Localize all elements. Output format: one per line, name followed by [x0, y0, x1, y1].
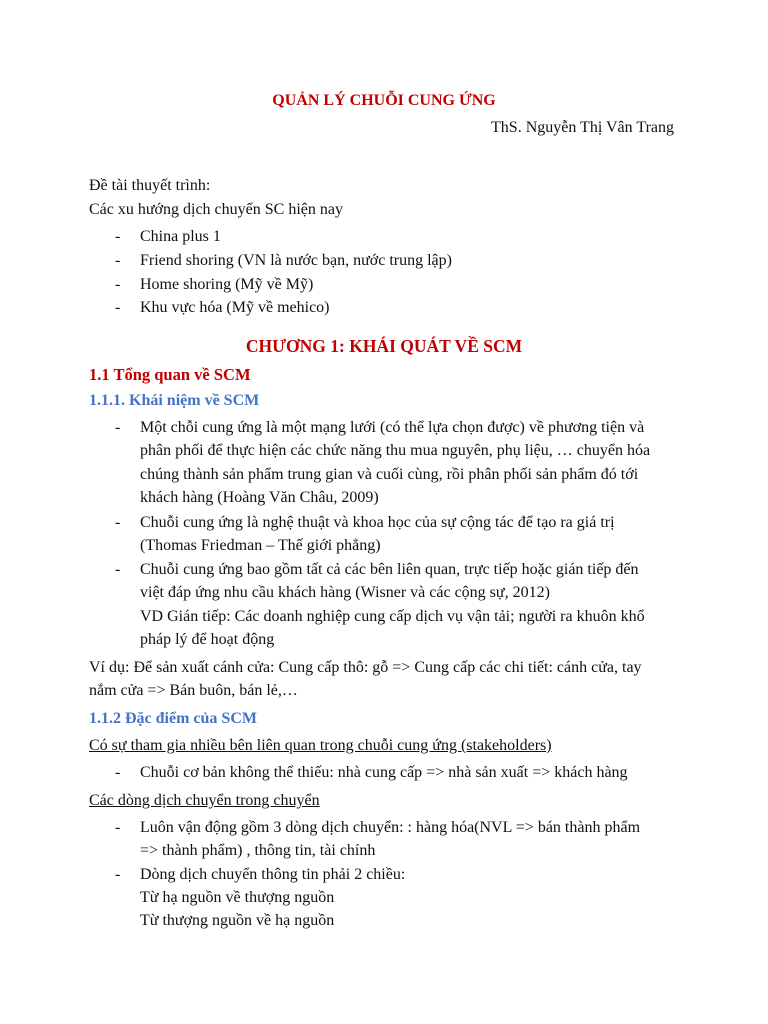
example-line: Ví dụ: Để sản xuất cánh cửa: Cung cấp thô: gỗ => Cung cấp các chi tiết: cánh cửa, tay	[89, 659, 642, 676]
trend-item: Home shoring (Mỹ về Mỹ)	[140, 276, 314, 293]
definition-line: Chuỗi cung ứng bao gồm tất cả các bên liên quan, trực tiếp hoặc gián tiếp đến	[140, 561, 639, 578]
trend-item: Friend shoring (VN là nước bạn, nước trung lập)	[140, 252, 452, 269]
definition-line: (Thomas Friedman – Thế giới phẳng)	[140, 537, 381, 554]
definition-line: pháp lý để hoạt động	[140, 631, 275, 648]
flow-line: Luôn vận động gồm 3 dòng dịch chuyển: : hàng hóa(NVL => bán thành phẩm	[140, 819, 641, 836]
trend-item: Khu vực hóa (Mỹ về mehico)	[140, 299, 330, 316]
trend-item: China plus 1	[140, 228, 221, 245]
definition-line: khách hàng (Hoàng Văn Châu, 2009)	[140, 489, 379, 506]
definition-line: phân phối để thực hiện các chức năng thu mua nguyên, phụ liệu, … chuyển hóa	[140, 442, 651, 459]
flows-heading: Các dòng dịch chuyển trong chuyển	[89, 792, 320, 809]
bullet-dash: -	[115, 514, 121, 531]
definition-line: việt đáp ứng nhu cầu khách hàng (Wisner và các cộng sự, 2012)	[140, 584, 550, 601]
chapter-title: CHƯƠNG 1: KHÁI QUÁT VỀ SCM	[245, 336, 523, 356]
topic-label: Đề tài thuyết trình:	[89, 177, 211, 194]
section-heading-1-1: 1.1 Tổng quan về SCM	[89, 365, 251, 384]
flow-line: => thành phẩm) , thông tin, tài chính	[140, 842, 376, 859]
bullet-dash: -	[115, 299, 121, 316]
section-heading-1-1-1: 1.1.1. Khái niệm về SCM	[89, 392, 260, 409]
example-line: nắm cửa => Bán buôn, bán lẻ,…	[89, 682, 298, 699]
stakeholders-heading: Có sự tham gia nhiều bên liên quan trong chuỗi cung ứng (stakeholders)	[89, 737, 552, 754]
topic-subject: Các xu hướng dịch chuyển SC hiện nay	[89, 201, 343, 218]
author-line: ThS. Nguyễn Thị Vân Trang	[491, 119, 674, 136]
document-title: QUẢN LÝ CHUỖI CUNG ỨNG	[272, 92, 496, 109]
bullet-dash: -	[115, 561, 121, 578]
bullet-dash: -	[115, 276, 121, 293]
definition-line: VD Gián tiếp: Các doanh nghiệp cung cấp dịch vụ vận tải; người ra khuôn khổ	[140, 608, 645, 625]
definition-line: Chuỗi cung ứng là nghệ thuật và khoa học của sự cộng tác để tạo ra giá trị	[140, 514, 615, 531]
bullet-dash: -	[115, 252, 121, 269]
flow-line: Từ thượng nguồn về hạ nguồn	[140, 912, 335, 929]
bullet-dash: -	[115, 419, 121, 436]
section-heading-1-1-2: 1.1.2 Đặc điểm của SCM	[89, 710, 257, 727]
flow-line: Từ hạ nguồn về thượng nguồn	[140, 889, 335, 906]
flow-line: Dòng dịch chuyển thông tin phải 2 chiều:	[140, 866, 406, 883]
bullet-dash: -	[115, 764, 121, 781]
definition-line: Một chỗi cung ứng là một mạng lưới (có thể lựa chọn được) về phương tiện và	[140, 419, 645, 436]
bullet-dash: -	[115, 819, 121, 836]
bullet-dash: -	[115, 228, 121, 245]
bullet-dash: -	[115, 866, 121, 883]
basic-chain-item: Chuỗi cơ bản không thể thiếu: nhà cung cấp => nhà sản xuất => khách hàng	[140, 764, 628, 781]
definition-line: chúng thành sản phẩm trung gian và cuối cùng, rồi phân phối sản phẩm đó tới	[140, 466, 639, 483]
